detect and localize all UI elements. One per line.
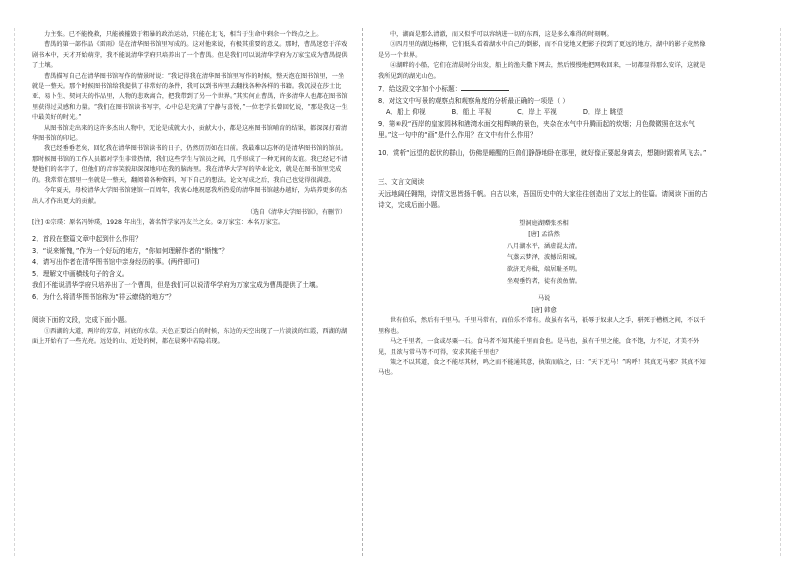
question-4: 4．请写出作者在清华图书馆中亲身经历的事。(两件即可)	[32, 258, 200, 267]
reading-title: 阅读下面的文段，完成下面小题。	[32, 316, 131, 325]
left-column	[32, 30, 350, 555]
footnote: [注] ①宗璞：原名冯钟璞，1928 年出生，著名哲学家冯友兰之女。②万家宝：本名万家宝。	[32, 218, 285, 226]
paragraph: 从图书馆走出来的这许多杰出人物中，无论是成就大小，贡献大小，都是这座图书馆哺育的结果，都深深打着清华图书馆的印记。	[32, 124, 348, 143]
column-divider	[362, 28, 363, 556]
paragraph: 中，湖面是那么清澈，而又似乎可以容纳进一切的东西，这是多么难得的时刻啊。	[390, 31, 613, 38]
paragraph: 力主张。已不能挽救，只能被摧毁于粗暴的政治运动，只能在北飞，相当于生命中剩余一个终点之上。	[44, 31, 323, 38]
left-margin-line	[14, 28, 15, 556]
choice-c[interactable]: C．岸上 平视	[517, 108, 557, 117]
question-9: 9．第⑥段“西岸的皇家园林和港湾水面交相辉映的景色，夹杂在水气中升腾而起的炊烟；月色微微照在这水气里。”这一句中的“画”是什么作用？在文中有什么作用？	[378, 119, 695, 140]
question-7: 7．给这段文字加个小标题：	[378, 84, 710, 96]
question-2: 2．首段在整篇文章中起到什么作用？	[32, 235, 142, 244]
paragraph: 我已经垂垂老矣，回忆我在清华图书馆读书的日子，仍然历历如在目前。我最难以忘怀的是清华图书馆的馆员。那时候图书馆的工作人员都对学生非常热情，我们这些学生与馆员之间，几乎形成了一种无间的友谊。我已经记不清楚他们的名字了，但他们的音容笑貌却深深地印在我的脑海里。我在清华大学写的毕业论文，就是在图书馆里完成的。我常常在那里一坐就是一整天，翻阅着各种资料，写下自己的想法。论文写成之后，我自己也觉得很满意。	[32, 145, 348, 184]
prose-author: [唐] 韩愈	[531, 306, 557, 314]
paragraph: ③四月里的湖边杨柳，它们低头看着湖水中自己的倒影，而不自觉地又把影子投到了更远的地方，湖中的影子竟然像是另一个世界。	[378, 41, 706, 59]
answer-blank[interactable]	[461, 84, 509, 91]
poem-line: 八月湖水平，涵虚混太清。	[506, 242, 582, 250]
paragraph: 今年夏天，母校清华大学图书馆建馆一百周年，我衷心地祝愿我所热爱的清华图书馆越办越好，为培养更多的杰出人才作出更大的贡献。	[32, 187, 348, 205]
question-3: 3．“说来惭愧，”作为一个好玩的地方，“你如何理解作者的“惭愧”？	[32, 246, 229, 255]
section-title: 三、文言文阅读	[378, 178, 425, 187]
poem-line: 欲济无舟楫，端居耻圣明。	[506, 265, 582, 273]
paragraph: 曹禺的第一部作品《雷雨》是在清华图书馆里写成的。这对他来说，有极其重要的意义。那时，曹禺迷恋于洋戏剧书本中，天才开始萌芽，我不能说清华学府只培养出了一个曹禺。但是我们可以说清华学府为万家宝成为曹禺提供了土壤。	[32, 41, 348, 70]
prose-title: 马说	[537, 295, 551, 303]
right-column	[378, 30, 710, 555]
prose-paragraph: 策之不以其道，食之不能尽其材，鸣之而不能通其意，执策而临之，曰：“天下无马！”呜呼！其真无马邪？其真不知马也。	[378, 358, 706, 377]
choice-b[interactable]: B．船上 平视	[451, 108, 492, 117]
question-8: 8．对这文中写景的观察点和观察角度的分析最正确的一项是（ ）	[378, 96, 569, 105]
poem-title: 望洞庭湖赠张丞相	[519, 219, 569, 227]
choice-list	[378, 107, 710, 119]
right-margin-line	[780, 28, 781, 556]
poem-line: 坐观垂钓者，徒有羡鱼情。	[506, 277, 582, 285]
source-citation: （选自《清华大学图书馆》，有删节）	[246, 208, 346, 216]
question-5: 5．理解文中画横线句子的含义。	[32, 269, 129, 278]
section-intro: 天远地阔任翱翔，诗情文思皆扬千帆。自古以来，吾国历史中的大家往往创造出了文坛上的佳篇。请阅读下面的古诗文，完成后面小题。	[378, 189, 708, 210]
prose-paragraph: 世有伯乐，然后有千里马。千里马常有，而伯乐不常有。故虽有名马，祇辱于奴隶人之手，骈死于槽枥之间，不以千里称也。	[378, 317, 706, 335]
poem-line: 气蒸云梦泽，波撼岳阳城。	[506, 254, 582, 262]
question-6: 6．为什么将清华图书馆称为“祥云缭绕的地方”？	[32, 292, 175, 301]
paragraph: 曹禺描写自己在清华图书馆写作的情景时说：“我记得我在清华图书馆里写作的时候，整天泡在图书馆里，一坐就是一整天。那个时候图书馆给我提供了非常好的条件，我可以到书库里去翻找各种各样的书籍。我沉浸在莎士比亚、易卜生、契诃夫的作品里，人物的悲欢离合，把我带到了另一个世界。”其实何止曹禺，许多清华人也都在图书馆里获得过灵感和力量。“我们在图书馆读书写字，心中总是充满了宁静与喜悦，”一位老学长曾回忆说，“那是我这一生中最美好的时光。”	[32, 72, 348, 122]
poem-author: [唐] 孟浩然	[528, 231, 560, 239]
paragraph: ④湖畔的小船，它们在清晨时分出发，船上的渔夫撒下网去，然后慢慢地把网收回来，一切都显得那么安详，这就是我所见到的湖光山色。	[378, 62, 706, 80]
reading-paragraph: ①西湖的大道，两岸的芳草，河底的水草。天色正要泛白的时候，东边的天空出现了一片淡淡的红霞，西湖的湖面上开始有了一些光亮。远处的山、近处的树，都在晨雾中若隐若现。	[32, 327, 348, 346]
choice-a[interactable]: A．船上 仰视	[386, 108, 426, 117]
quoted-sentence: 我们不能说清华学府只培养出了一个曹禺，但是我们可以说清华学府为万家宝成为曹禺提供了土壤。	[32, 281, 323, 290]
prose-paragraph: 马之千里者，一食或尽粟一石。食马者不知其能千里而食也。是马也，虽有千里之能，食不饱，力不足，才美不外见，且欲与常马等不可得，安求其能千里也？	[378, 338, 700, 356]
question-10: 10．赏析“远望的起伏的群山，仿佛是睡醒的巨兽们静静地卧在那里，就好像正要起身离去，想随时跟着风飞去。”	[378, 148, 707, 157]
choice-d[interactable]: D．岸上 眺望	[582, 108, 623, 117]
